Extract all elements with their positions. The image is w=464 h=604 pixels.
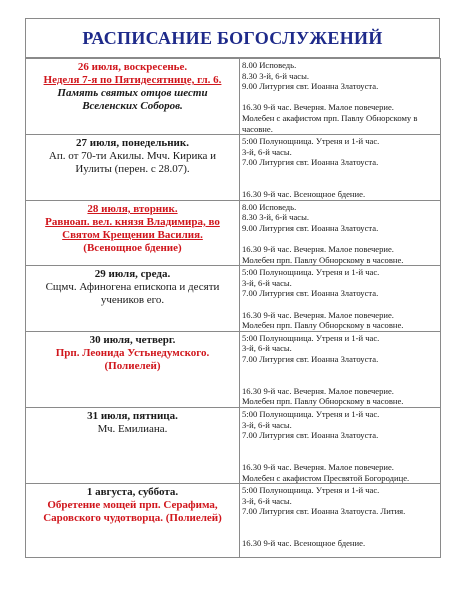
- service-line: 8.00 Исповедь.: [242, 201, 297, 212]
- schedule-title: РАСПИСАНИЕ БОГОСЛУЖЕНИЙ: [82, 27, 383, 48]
- day-description-line: Обретение мощей прп. Серафима,: [47, 499, 218, 512]
- service-line: 3-й, 6-й часы.: [242, 146, 292, 157]
- service-line: 3-й, 6-й часы.: [242, 495, 292, 506]
- service-line: часовне.: [242, 123, 273, 134]
- service-line: 7.00 Литургия свт. Иоанна Златоуста.: [242, 354, 379, 365]
- day-cell: [26, 135, 240, 201]
- day-cell: [26, 59, 240, 135]
- day-description-line: Вселенских Соборов.: [82, 100, 183, 112]
- day-date: 27 июля, понедельник.: [76, 137, 189, 150]
- day-date: 1 августа, суббота.: [86, 486, 179, 499]
- service-line: Молебен с акафистом Пресвятой Богородице.: [242, 472, 410, 483]
- day-date: 29 июля, среда.: [94, 268, 171, 281]
- day-description-line: Неделя 7-я по Пятидесятнице, гл. 6.: [43, 74, 222, 86]
- day-description-line: Саровского чудотворца. (Полиелей): [43, 512, 222, 525]
- service-line: [242, 441, 440, 452]
- service-line: 3-й, 6-й часы.: [242, 419, 292, 430]
- service-line: 7.00 Литургия свт. Иоанна Златоуста.: [242, 157, 379, 168]
- schedule-row-aug1: [26, 484, 441, 558]
- service-line: 16.30 9-й час. Вечерня. Малое повечерие.: [242, 385, 394, 396]
- day-cell: [26, 331, 240, 407]
- service-line: 16.30 9-й час. Вечерня. Малое повечерие.: [242, 309, 394, 320]
- day-date: 31 июля, пятница.: [87, 410, 178, 422]
- service-line: 5:00 Полунощница. Утреня и 1-й час.: [242, 409, 380, 419]
- service-line: 7.00 Литургия свт. Иоанна Златоуста.: [242, 430, 379, 441]
- service-line: 5:00 Полунощница. Утреня и 1-й час.: [242, 267, 380, 278]
- service-line: [242, 92, 440, 103]
- day-description-line: Иулиты (перен. с 28.07).: [75, 163, 190, 176]
- service-line: Молебен прп. Павлу Обнорскому в часовне.: [242, 396, 404, 407]
- schedule-row-jul30: [26, 331, 441, 407]
- services-cell: [240, 331, 441, 407]
- service-line: 5:00 Полунощница. Утреня и 1-й час.: [242, 136, 380, 147]
- services-cell: [240, 266, 441, 332]
- service-line: [242, 517, 440, 528]
- service-line: 7.00 Литургия свт. Иоанна Златоуста.: [242, 288, 379, 299]
- schedule-table: [25, 58, 441, 558]
- service-line: [242, 528, 440, 539]
- service-line: 3-й, 6-й часы.: [242, 343, 292, 354]
- service-line: 9.00 Литургия свт. Иоанна Златоуста.: [242, 81, 379, 92]
- day-description-line: Равноап. вел. князя Владимира, во: [45, 215, 220, 228]
- service-line: [242, 365, 440, 376]
- day-description-line: (Всенощное бдение): [83, 241, 182, 254]
- schedule-title-box: [25, 18, 440, 58]
- service-line: 8.00 Исповедь.: [242, 60, 297, 70]
- services-cell: [240, 408, 441, 484]
- service-line: 3-й, 6-й часы.: [242, 277, 292, 288]
- service-line: 16.30 9-й час. Вечерня. Малое повечерие.: [242, 102, 394, 113]
- schedule-row-jul28: [26, 200, 441, 266]
- day-date: 26 июля, воскресенье.: [77, 61, 188, 73]
- day-cell: [26, 200, 240, 266]
- service-line: [242, 299, 440, 310]
- schedule-row-jul29: [26, 266, 441, 332]
- service-line: 16.30 9-й час. Вечерня. Малое повечерие.: [242, 461, 394, 472]
- service-line: [242, 375, 440, 386]
- schedule-row-jul26: [26, 59, 441, 135]
- services-cell: [240, 135, 441, 201]
- day-date: 30 июля, четверг.: [89, 333, 176, 346]
- day-description-line: Ап. от 70-ти Акилы. Мчч. Кирика и: [48, 150, 217, 163]
- day-description-line: Прп. Леонида Устьнедумского.: [55, 346, 210, 359]
- schedule-row-jul31: [26, 408, 441, 484]
- service-line: 5:00 Полунощница. Утреня и 1-й час.: [242, 485, 380, 496]
- day-description-line: Сщмч. Афиногена епископа и десяти: [45, 281, 220, 294]
- day-description-line: (Полиелей): [104, 359, 161, 372]
- service-line: [242, 168, 440, 179]
- service-line: 16.30 9-й час. Всенощное бдение.: [242, 189, 366, 200]
- day-description-line: Память святых отцов шести: [57, 87, 208, 99]
- service-line: 16.30 9-й час. Всенощное бдение.: [242, 538, 366, 549]
- day-date: 28 июля, вторник.: [87, 202, 178, 215]
- day-cell: [26, 408, 240, 484]
- day-description-line: Мч. Емилиана.: [97, 423, 168, 435]
- services-cell: [240, 59, 441, 135]
- service-line: 8.30 3-й, 6-й часы.: [242, 70, 310, 81]
- services-cell: [240, 200, 441, 266]
- day-cell: [26, 484, 240, 558]
- day-cell: [26, 266, 240, 332]
- service-line: 5:00 Полунощница. Утреня и 1-й час.: [242, 332, 380, 343]
- schedule-body: [26, 59, 441, 558]
- service-line: Молебен прп. Павлу Обнорскому в часовне.: [242, 254, 404, 265]
- service-line: Молебен прп. Павлу Обнорскому в часовне.: [242, 320, 404, 331]
- service-line: 16.30 9-й час. Вечерня. Малое повечерие.: [242, 244, 394, 255]
- service-line: 8.30 3-й, 6-й часы.: [242, 212, 310, 223]
- services-cell: [240, 484, 441, 558]
- service-line: Молебен с акафистом прп. Павлу Обнорскому в: [242, 112, 418, 123]
- day-description-line: учеников его.: [100, 294, 165, 307]
- service-line: [242, 234, 440, 245]
- service-line: 7.00 Литургия свт. Иоанна Златоуста. Лития.: [242, 506, 406, 517]
- schedule-row-jul27: [26, 135, 441, 201]
- service-line: [242, 179, 440, 190]
- service-line: [242, 451, 440, 462]
- day-description-line: Святом Крещении Василия.: [62, 228, 203, 241]
- service-line: 9.00 Литургия свт. Иоанна Златоуста.: [242, 222, 379, 233]
